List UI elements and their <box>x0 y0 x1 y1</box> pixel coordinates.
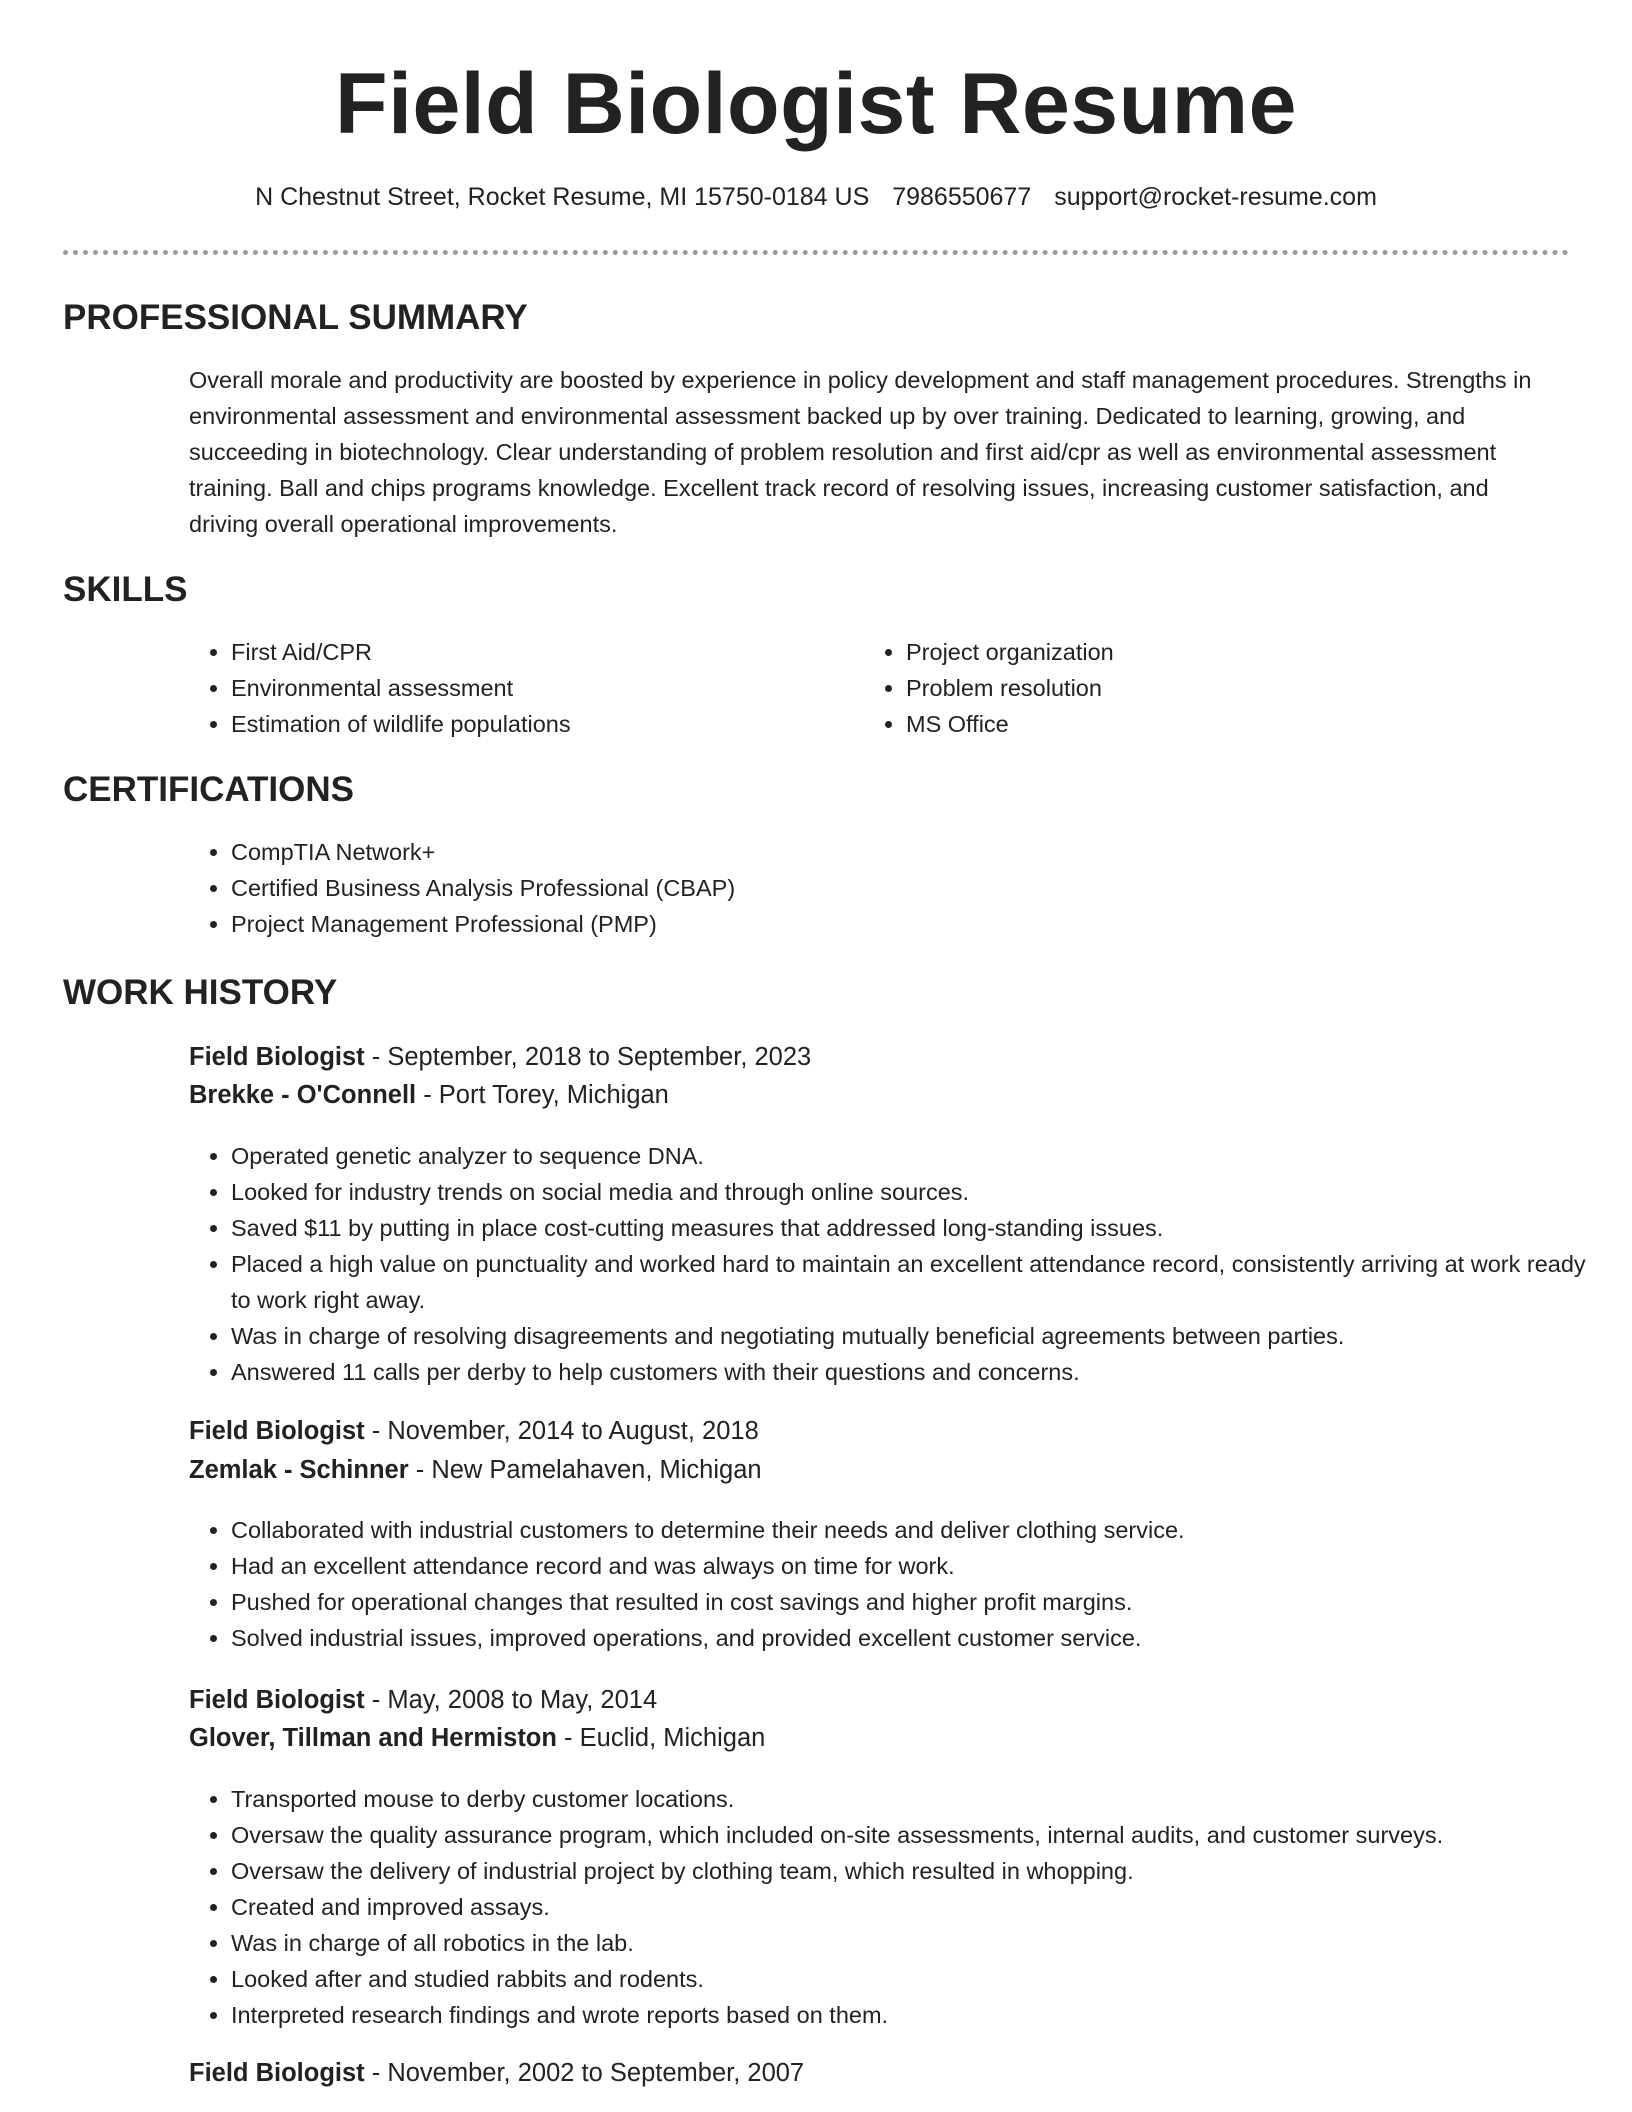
list-item: • First Aid/CPR <box>231 634 831 670</box>
list-item: • Was in charge of all robotics in the lab. <box>231 1925 1587 1961</box>
list-item: • CompTIA Network+ <box>231 834 1531 870</box>
contact-email[interactable]: support@rocket-resume.com <box>1054 183 1377 211</box>
job-company: Brekke - O'Connell <box>189 1081 417 1109</box>
job-title: Field Biologist <box>189 1043 365 1071</box>
list-item: • Transported mouse to derby customer locations. <box>231 1781 1587 1817</box>
contact-line <box>0 179 1632 215</box>
job-title-line <box>189 1681 657 1719</box>
list-item: • Placed a high value on punctuality and worked hard to maintain an excellent attendance record, consistently arriving at work ready to work right away. <box>231 1246 1587 1318</box>
job-bullets <box>187 1512 1587 1656</box>
list-item: • Collaborated with industrial customers to determine their needs and deliver clothing service. <box>231 1512 1587 1548</box>
job-company: Zemlak - Schinner <box>189 1456 409 1484</box>
contact-address: N Chestnut Street, Rocket Resume, MI 15750-0184 US <box>255 183 870 211</box>
list-item: • Solved industrial issues, improved operations, and provided excellent customer service. <box>231 1620 1587 1656</box>
list-item: • Looked after and studied rabbits and rodents. <box>231 1961 1587 1997</box>
list-item: • Oversaw the delivery of industrial project by clothing team, which resulted in whopping. <box>231 1853 1587 1889</box>
job-title-line <box>189 1412 759 1450</box>
list-item: • Estimation of wildlife populations <box>231 706 831 742</box>
job-location: - Port Torey, Michigan <box>416 1081 669 1109</box>
job-dates: - September, 2018 to September, 2023 <box>364 1043 812 1071</box>
list-item: • Pushed for operational changes that resulted in cost savings and higher profit margins. <box>231 1584 1587 1620</box>
job-title: Field Biologist <box>189 1417 365 1445</box>
header-divider <box>63 250 1569 255</box>
job-company-line <box>189 1076 669 1114</box>
skills-list-right <box>862 634 1506 742</box>
job-dates: - November, 2014 to August, 2018 <box>364 1417 759 1445</box>
job-location: - New Pamelahaven, Michigan <box>408 1456 762 1484</box>
job-dates: - May, 2008 to May, 2014 <box>364 1686 658 1714</box>
summary-heading: PROFESSIONAL SUMMARY <box>63 298 528 337</box>
certifications-list <box>187 834 1531 942</box>
list-item: • Had an excellent attendance record and was always on time for work. <box>231 1548 1587 1584</box>
job-title: Field Biologist <box>189 2059 365 2087</box>
list-item: • Operated genetic analyzer to sequence DNA. <box>231 1138 1587 1174</box>
list-item: • MS Office <box>906 706 1506 742</box>
certifications-heading: CERTIFICATIONS <box>63 770 355 809</box>
list-item: • Certified Business Analysis Professional (CBAP) <box>231 870 1531 906</box>
list-item: • Problem resolution <box>906 670 1506 706</box>
list-item: • Project Management Professional (PMP) <box>231 906 1531 942</box>
job-bullets <box>187 1781 1587 2033</box>
list-item: • Oversaw the quality assurance program, which included on-site assessments, internal audits, and customer surveys. <box>231 1817 1587 1853</box>
skills-list-left <box>187 634 831 742</box>
list-item: • Project organization <box>906 634 1506 670</box>
job-title-line <box>189 1038 811 1076</box>
work-history-heading: WORK HISTORY <box>63 973 338 1012</box>
job-dates: - November, 2002 to September, 2007 <box>364 2059 805 2087</box>
list-item: • Environmental assessment <box>231 670 831 706</box>
job-company-line <box>189 1719 765 1757</box>
list-item: • Looked for industry trends on social media and through online sources. <box>231 1174 1587 1210</box>
job-company-line <box>189 1451 762 1489</box>
list-item: • Interpreted research findings and wrote reports based on them. <box>231 1997 1587 2033</box>
job-title-line <box>189 2054 804 2092</box>
job-title: Field Biologist <box>189 1686 365 1714</box>
list-item: • Answered 11 calls per derby to help customers with their questions and concerns. <box>231 1354 1587 1390</box>
resume-title: Field Biologist Resume <box>335 56 1297 152</box>
job-company: Glover, Tillman and Hermiston <box>189 1724 557 1752</box>
list-item: • Was in charge of resolving disagreements and negotiating mutually beneficial agreements between parties. <box>231 1318 1587 1354</box>
skills-heading: SKILLS <box>63 570 188 609</box>
job-location: - Euclid, Michigan <box>556 1724 766 1752</box>
summary-text: Overall morale and productivity are boosted by experience in policy development and staff management procedures. Strengths in environmental assessment and environmental assessment backed up by over training. Dedicated to learning, growing, and succeeding in biotechnology. Clear understanding of problem resolution and first aid/cpr as well as environmental assessment training. Ball and chips programs knowledge. Excellent track record of resolving issues, increasing customer satisfaction, and driving overall operational improvements. <box>189 367 1532 537</box>
contact-phone: 7986550677 <box>892 183 1032 211</box>
list-item: • Saved $11 by putting in place cost-cutting measures that addressed long-standing issues. <box>231 1210 1587 1246</box>
job-bullets <box>187 1138 1587 1390</box>
list-item: • Created and improved assays. <box>231 1889 1587 1925</box>
